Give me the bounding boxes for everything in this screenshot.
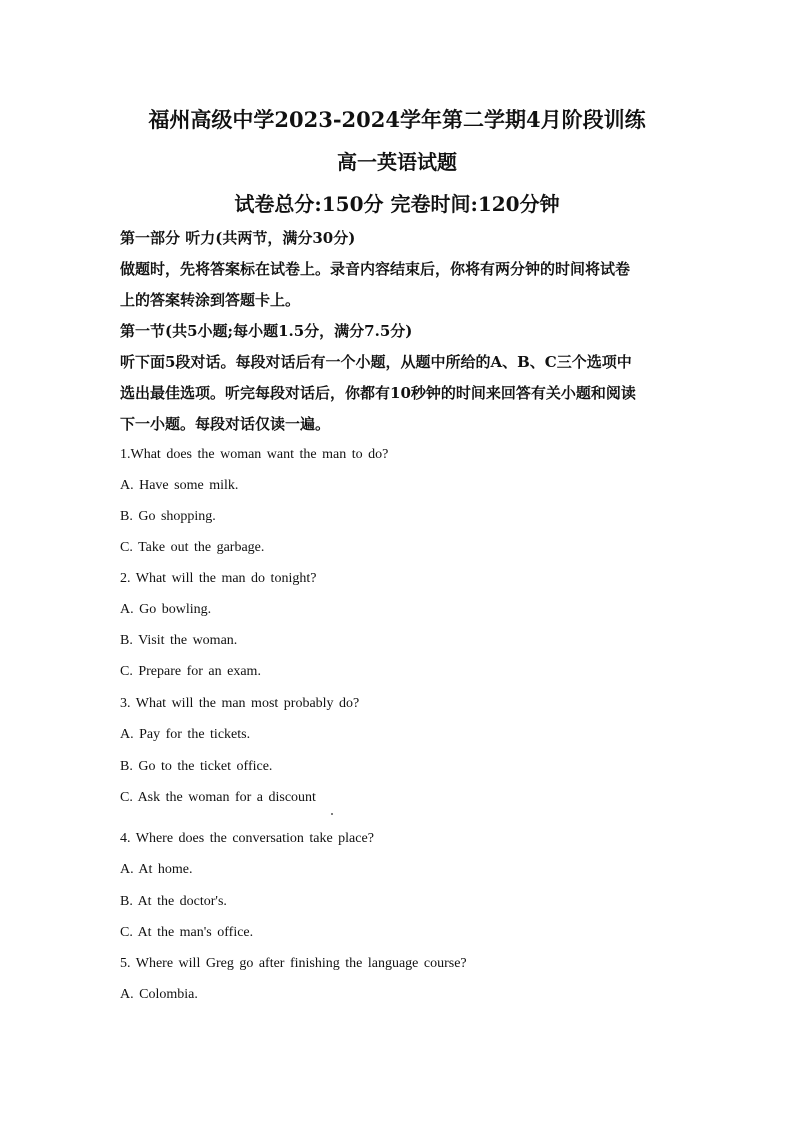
section1-instruction-line2: 上的答案转涂到答题卡上。 (120, 291, 301, 309)
question-1-option-b: B. Go shopping. (120, 509, 216, 524)
question-3-option-a: A. Pay for the tickets. (120, 727, 251, 742)
exam-title: 福州高级中学2023-2024学年第二学期4月阶段训练 (148, 107, 646, 132)
question-1-option-a: A. Have some milk. (120, 478, 239, 493)
section1-heading: 第一部分 听力(共两节，满分30分) (120, 229, 356, 247)
question-1-option-c: C. Take out the garbage. (120, 540, 265, 555)
stray-dot (331, 813, 333, 815)
question-3-option-c: C. Ask the woman for a discount (120, 790, 316, 805)
exam-info: 试卷总分:150分 完卷时间:120分钟 (234, 192, 560, 216)
part1-instruction-line1: 听下面5段对话。每段对话后有一个小题，从题中所给的A、B、C三个选项中 (120, 353, 632, 371)
question-2-stem: 2. What will the man do tonight? (120, 571, 317, 586)
question-4-option-b: B. At the doctor's. (120, 894, 227, 909)
section1-instruction-line1: 做题时，先将答案标在试卷上。录音内容结束后，你将有两分钟的时间将试卷 (120, 260, 631, 278)
part1-instruction-line2: 选出最佳选项。听完每段对话后，你都有10秒钟的时间来回答有关小题和阅读 (120, 384, 636, 402)
question-2-option-a: A. Go bowling. (120, 602, 212, 617)
question-3-option-b: B. Go to the ticket office. (120, 759, 273, 774)
question-1-stem: 1.What does the woman want the man to do? (120, 447, 389, 462)
question-2-option-b: B. Visit the woman. (120, 633, 238, 648)
part1-instruction-line3: 下一小题。每段对话仅读一遍。 (120, 415, 331, 433)
part1-heading: 第一节(共5小题;每小题1.5分，满分7.5分) (120, 322, 413, 340)
question-5-option-a: A. Colombia. (120, 987, 198, 1002)
question-2-option-c: C. Prepare for an exam. (120, 664, 261, 679)
question-4-option-c: C. At the man's office. (120, 925, 254, 940)
question-3-stem: 3. What will the man most probably do? (120, 696, 360, 711)
exam-subtitle: 高一英语试题 (337, 150, 457, 174)
question-5-stem: 5. Where will Greg go after finishing the language course? (120, 956, 467, 971)
question-4-stem: 4. Where does the conversation take place? (120, 831, 374, 846)
question-4-option-a: A. At home. (120, 862, 193, 877)
